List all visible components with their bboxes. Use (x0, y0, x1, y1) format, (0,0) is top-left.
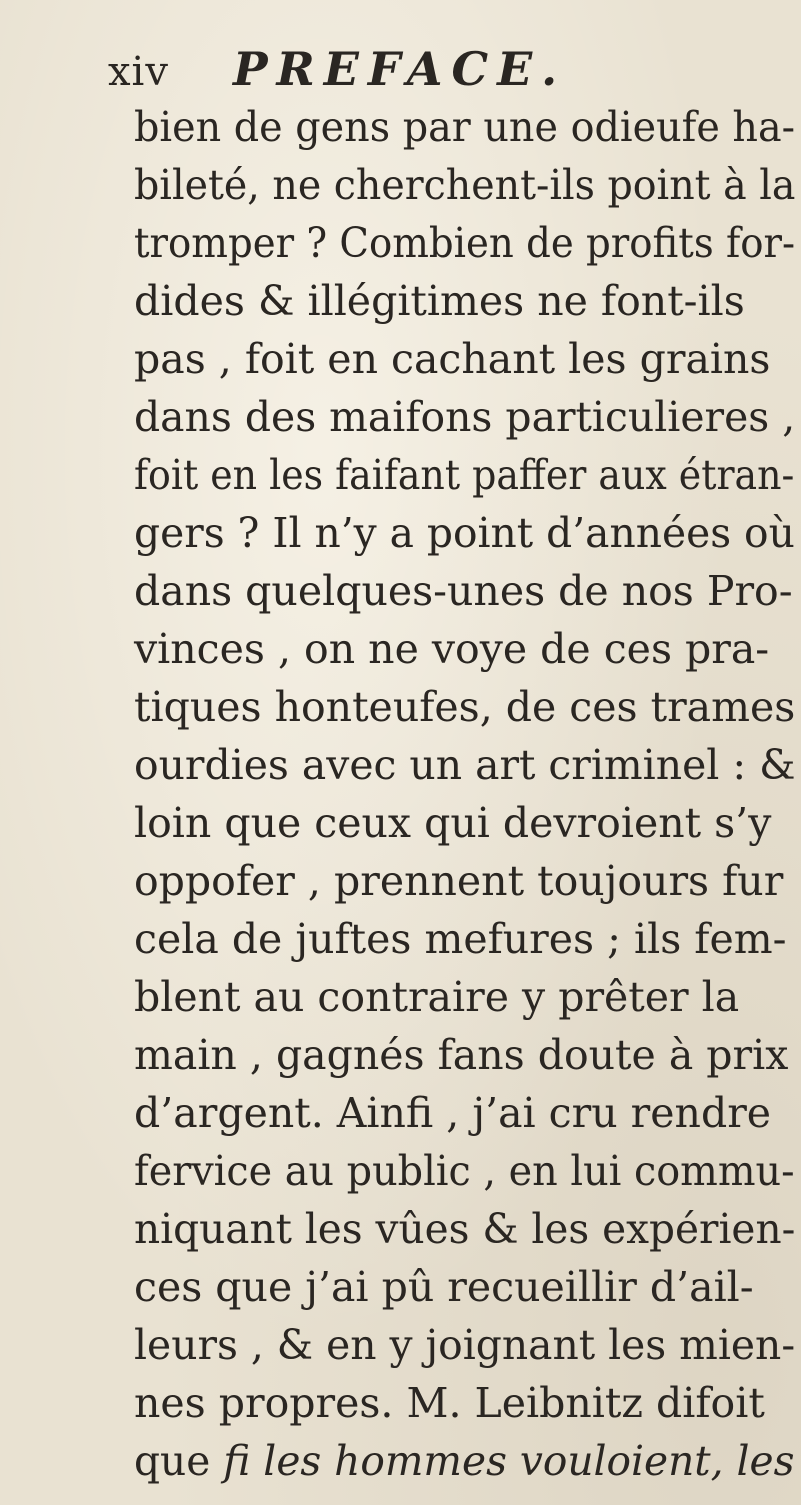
text-line: dides & illégitimes ne font-ils (134, 277, 745, 325)
last-line-italic: fi les hommes vouloient, (223, 1437, 724, 1485)
last-line-suffix: les (736, 1437, 795, 1485)
text-line: cela de juftes mefures ; ils fem- (134, 915, 787, 963)
text-line: ourdies avec un art criminel : & (134, 741, 796, 789)
text-line: ces que j’ai pû recueillir d’ail- (134, 1263, 754, 1311)
last-line-prefix: que (134, 1437, 211, 1485)
text-line: nes propres. M. Leibnitz difoit (134, 1379, 765, 1427)
text-line: oppofer , prennent toujours fur (134, 857, 784, 905)
text-line: leurs , & en y joignant les mien- (134, 1321, 796, 1369)
text-line: loin que ceux qui devroient s’y (134, 799, 772, 847)
text-line: tromper ? Combien de profits for- (134, 219, 796, 267)
text-line: blent au contraire y prêter la (134, 973, 740, 1021)
text-line: niquant les vûes & les expérien- (134, 1205, 796, 1253)
text-line: dans des maifons particulieres , (134, 393, 796, 441)
text-line: vinces , on ne voye de ces pra- (134, 625, 770, 673)
text-line: main , gagnés fans doute à prix (134, 1031, 789, 1079)
running-head: PREFACE. (232, 42, 567, 96)
text-line: d’argent. Ainfi , j’ai cru rendre (134, 1089, 772, 1137)
text-line: pas , foit en cachant les grains (134, 335, 771, 383)
page-header (108, 42, 566, 102)
text-line: bileté, ne cherchent-ils point à la (134, 161, 796, 209)
text-line: dans quelques-unes de nos Pro- (134, 567, 793, 615)
text-line: gers ? Il n’y a point d’années où (134, 509, 795, 557)
text-line: fervice au public , en lui commu- (134, 1147, 795, 1195)
text-line: foit en les faifant paffer aux étran- (134, 451, 795, 499)
text-line: tiques honteufes, de ces trames (134, 683, 796, 731)
text-line-last (134, 1435, 794, 1487)
text-line: bien de gens par une odieufe ha- (134, 103, 796, 151)
page-number: xiv (108, 49, 169, 95)
